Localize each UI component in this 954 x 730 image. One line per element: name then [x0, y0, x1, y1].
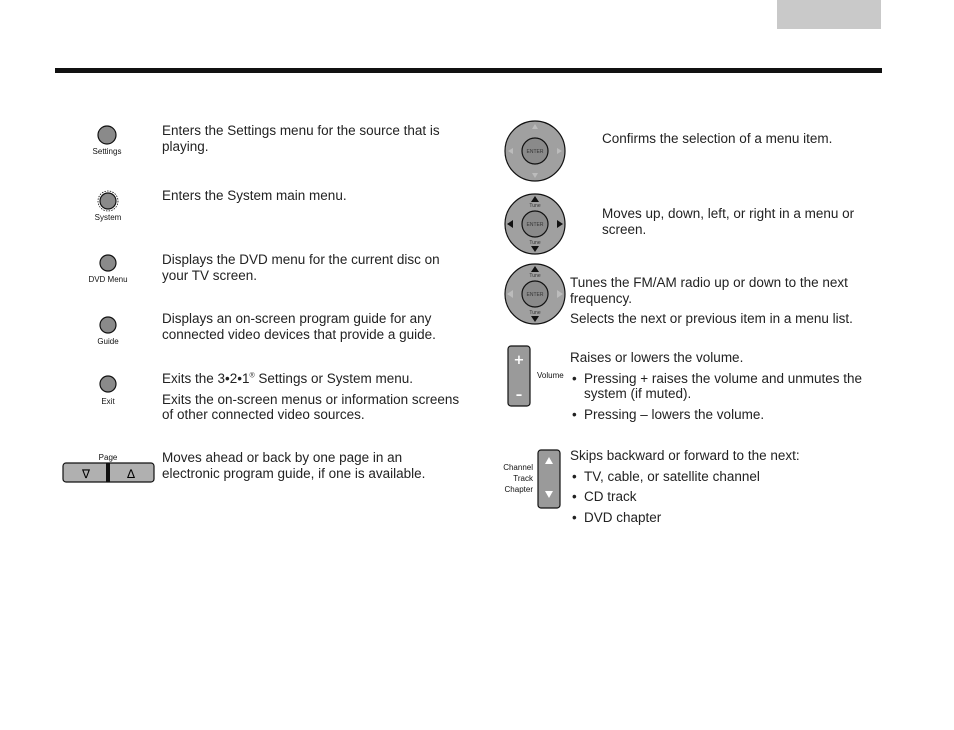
channel-bullet-item: • CD track	[570, 489, 882, 505]
page-up-icon: ∆	[126, 467, 136, 481]
channel-label: Channel	[503, 463, 533, 472]
system-button-label: System	[94, 213, 122, 222]
enter-button-label: ENTER	[526, 149, 544, 155]
exit-button-icon	[86, 373, 132, 407]
arrows-desc: Moves up, down, left, or right in a menu or screen.	[602, 206, 855, 237]
tune-pad-tune-top: Tune	[529, 273, 541, 279]
volume-rocker-icon	[506, 344, 566, 408]
volume-rocker-label: Volume	[537, 371, 564, 380]
settings-button-label: Settings	[92, 147, 122, 156]
exit-desc: Exits the 3•2•1® Settings or System menu. Exits the on-screen menus or information screens of other connected video sources.	[162, 371, 460, 422]
track-label: Track	[513, 474, 533, 483]
channel-bullet-item: • DVD chapter	[570, 510, 882, 526]
dvd-menu-button-icon	[86, 253, 132, 285]
page-desc: Moves ahead or back by one page in an electronic program guide, if one is available.	[162, 450, 426, 481]
arrow-pad-tune-top: Tune	[529, 203, 541, 209]
tune-desc: Tunes the FM/AM radio up or down to the next frequency. Selects the next or previous item in a menu list.	[570, 275, 853, 326]
settings-desc: Enters the Settings menu for the source that is playing.	[162, 123, 440, 154]
dvd-menu-button-label: DVD Menu	[88, 275, 128, 284]
settings-button-icon	[86, 124, 132, 158]
system-desc: Enters the System main menu.	[162, 188, 347, 203]
page-down-icon: ∇	[81, 467, 91, 481]
channel-rocker-icon	[502, 448, 564, 510]
chapter-label: Chapter	[504, 485, 533, 494]
arrow-pad-icon	[502, 192, 568, 256]
volume-plus-icon: +	[513, 353, 525, 368]
volume-minus-icon: –	[515, 388, 523, 403]
tune-pad-icon	[502, 262, 568, 326]
exit-button-label: Exit	[101, 397, 115, 406]
dvd-menu-desc: Displays the DVD menu for the current disc on your TV screen.	[162, 252, 440, 283]
volume-desc: Raises or lowers the volume. • Pressing + raises the volume and unmutes the system (if muted). • Pressing – lowers the volume.	[570, 350, 882, 422]
tune-pad-enter-label: ENTER	[526, 292, 544, 298]
volume-bullet-item: • Pressing – lowers the volume.	[570, 407, 882, 423]
arrow-pad-enter-label: ENTER	[526, 222, 544, 228]
channel-bullet-item: • TV, cable, or satellite channel	[570, 469, 882, 485]
page-rocker-icon	[62, 450, 156, 484]
arrow-pad-tune-bottom: Tune	[529, 240, 541, 246]
system-button-icon	[86, 190, 132, 224]
channel-desc: Skips backward or forward to the next: • TV, cable, or satellite channel • CD track • DVD chapter	[570, 448, 882, 525]
header-rule	[55, 68, 882, 73]
tune-pad-tune-bottom: Tune	[529, 310, 541, 316]
enter-desc: Confirms the selection of a menu item.	[602, 131, 833, 146]
guide-button-label: Guide	[97, 337, 119, 346]
guide-button-icon	[86, 314, 132, 346]
guide-desc: Displays an on-screen program guide for any connected video devices that provide a guide.	[162, 311, 436, 342]
volume-bullet-item: • Pressing + raises the volume and unmutes the system (if muted).	[570, 371, 882, 402]
enter-button-icon	[502, 119, 568, 185]
page-rocker-label: Page	[98, 453, 118, 462]
header-tab-box	[777, 0, 881, 29]
